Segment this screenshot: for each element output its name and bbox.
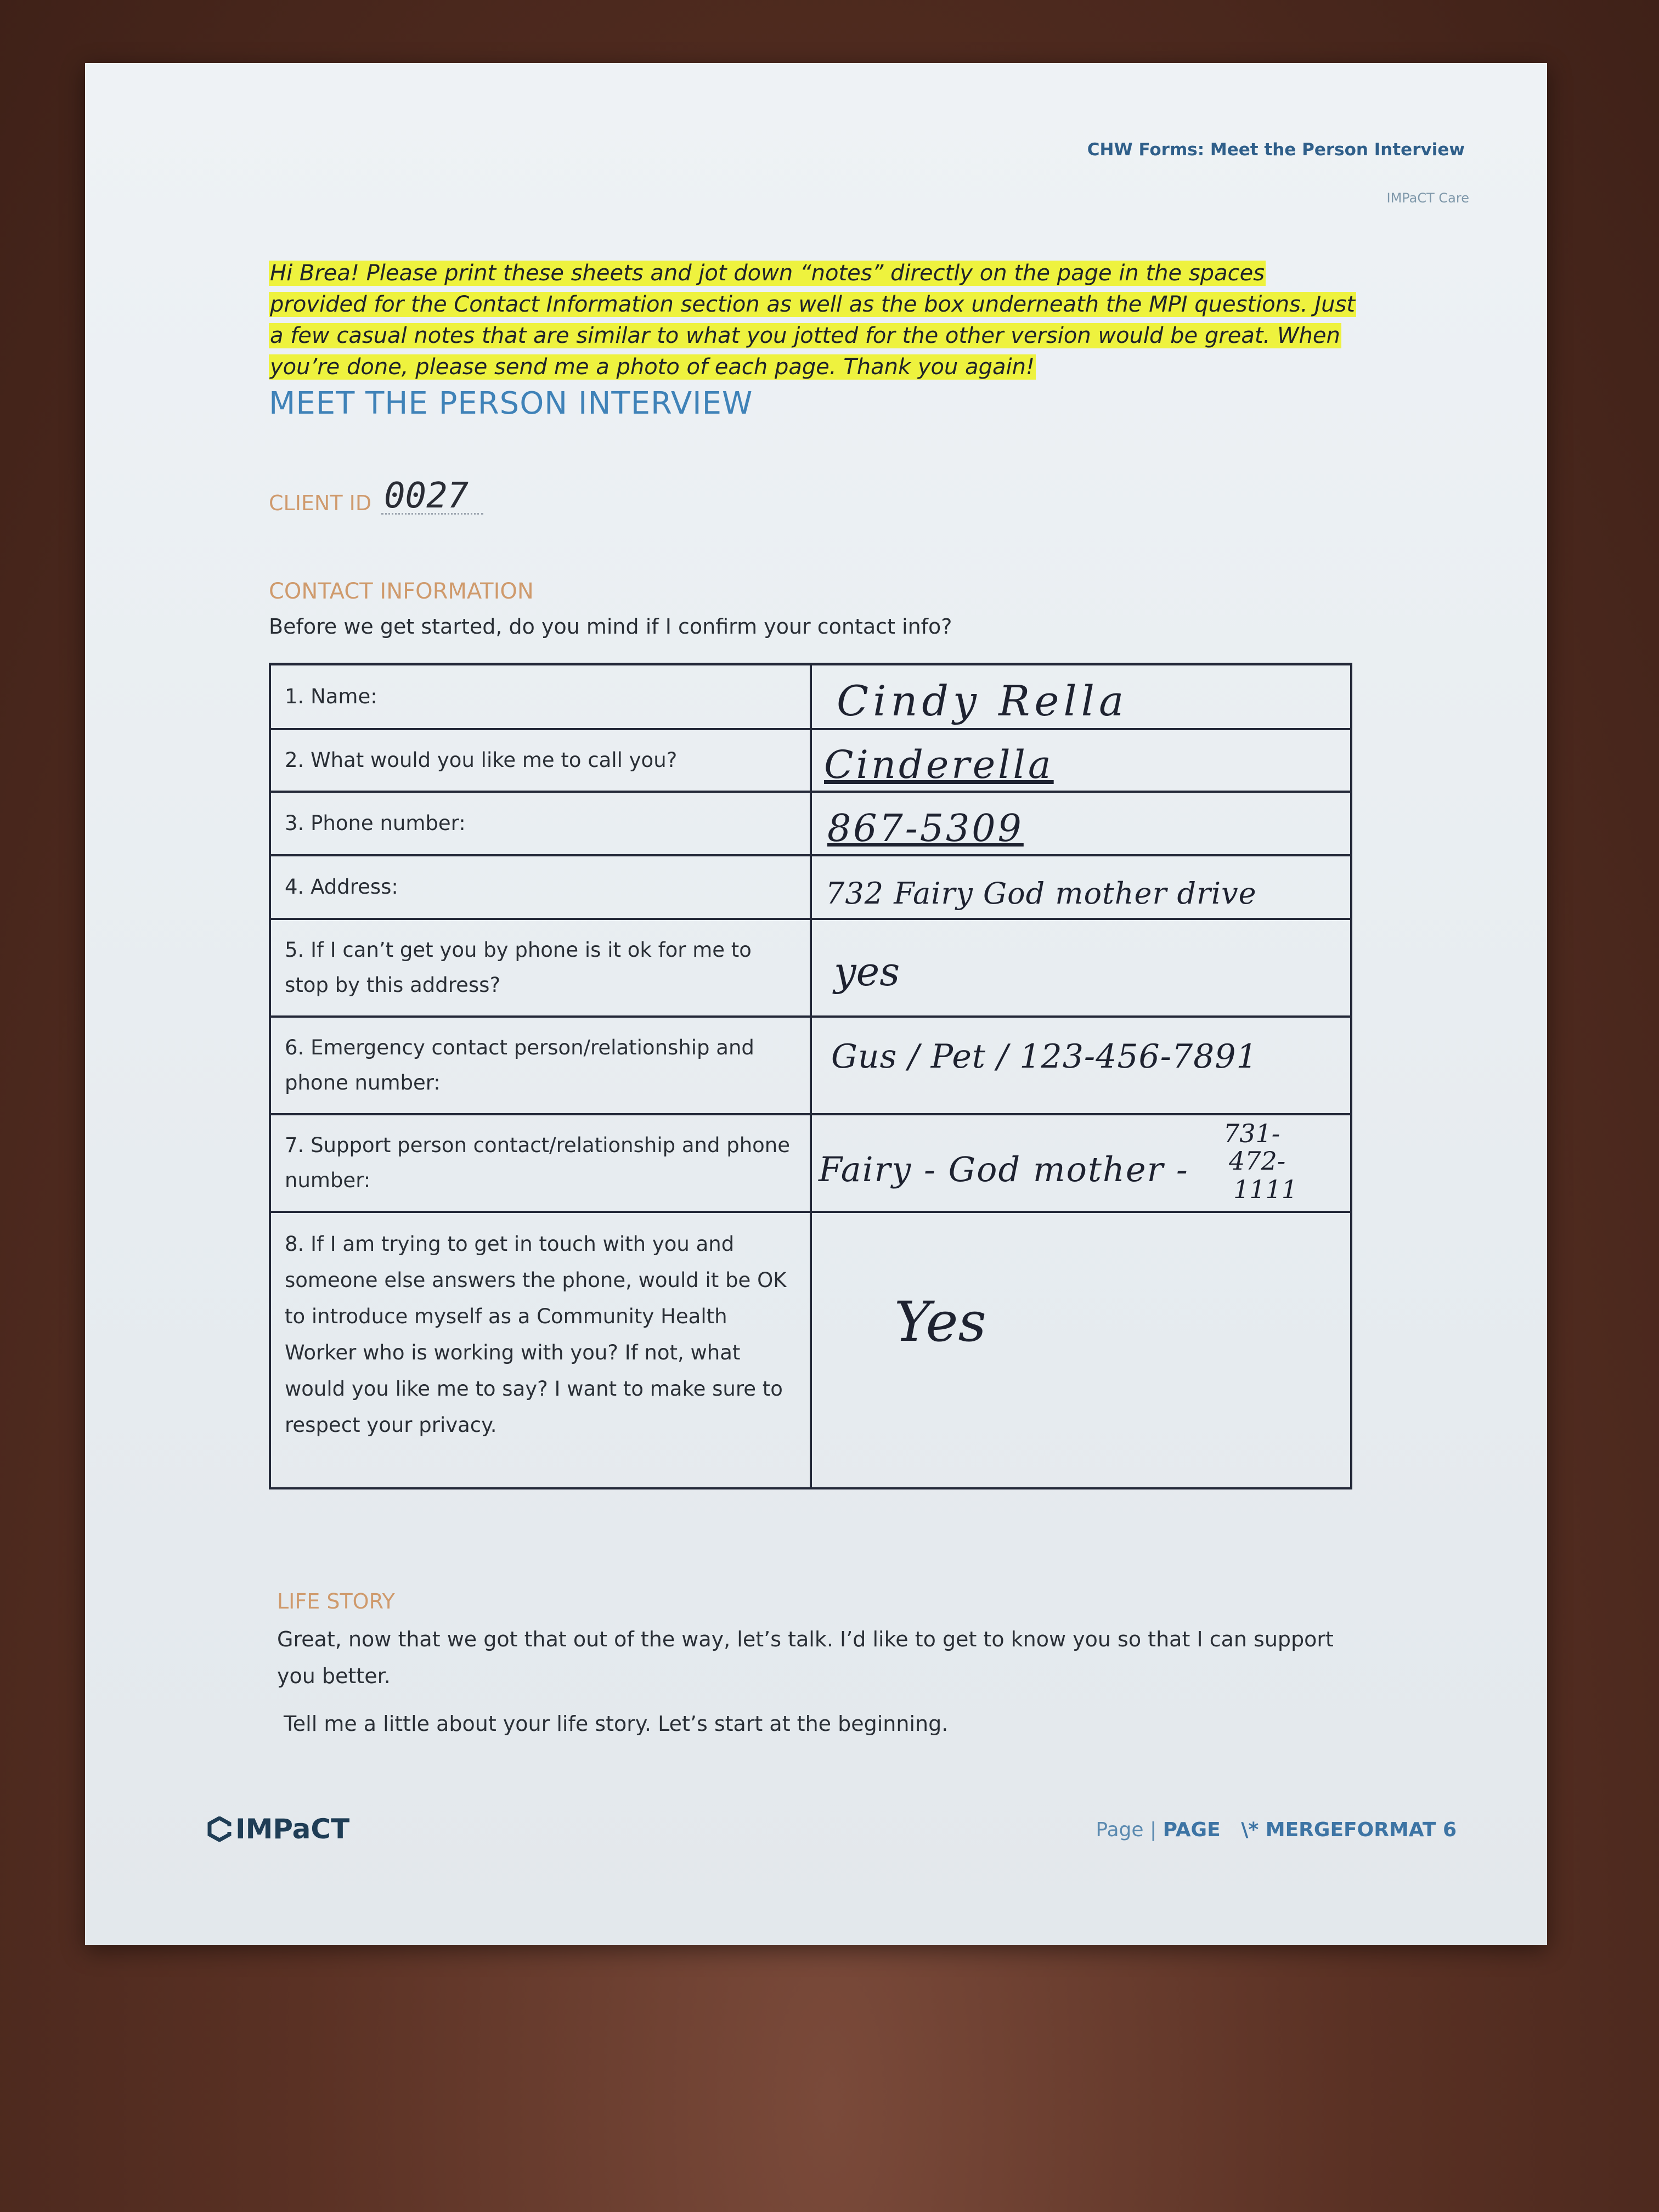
answer-cell[interactable] — [812, 1115, 1352, 1211]
table-row — [269, 856, 1352, 920]
form-header-title: CHW Forms: Meet the Person Interview — [1087, 140, 1465, 160]
note-text: Hi Brea! Please print these sheets and jot down “notes” directly on the page in the spaces provided for the Contact Information section as well as the box underneath the MPI questions. Just a few casual notes that are similar to what you jotted for the other version would be great. When you’re done, please send me a photo of each page. Thank you again! — [270, 261, 1355, 380]
answer-text: Yes — [894, 1290, 986, 1354]
table-row — [269, 730, 1352, 793]
answer-text: Cinderella — [824, 742, 1054, 787]
impact-logo — [207, 1813, 349, 1845]
question-cell: 5. If I can’t get you by phone is it ok for me to stop by this address? — [269, 920, 812, 1015]
question-cell: 3. Phone number: — [269, 793, 812, 854]
answer-text: yes — [834, 949, 900, 995]
answer-cell[interactable] — [812, 1018, 1352, 1113]
question-cell: 2. What would you like me to call you? — [269, 730, 812, 791]
table-row — [269, 1018, 1352, 1115]
page-number — [1096, 1819, 1457, 1841]
table-row — [269, 1115, 1352, 1213]
impact-logo-text: IMPaCT — [235, 1813, 350, 1845]
answer-phone-line-2: 472- — [1229, 1146, 1286, 1176]
client-id-value[interactable]: 0027 — [384, 476, 469, 516]
impact-logo-icon — [207, 1816, 232, 1842]
page-title: MEET THE PERSON INTERVIEW — [269, 386, 753, 421]
answer-phone-line-1: 731- — [1223, 1119, 1280, 1148]
question-cell: 8. If I am trying to get in touch with you and someone else answers the phone, would it be OK to introduce myself as a Community Health Worker who is working with you? If not, what would you like me to say? I want to make sure to respect your privacy. — [269, 1213, 812, 1487]
answer-cell[interactable] — [812, 730, 1352, 791]
answer-text: Cindy Rella — [837, 676, 1128, 725]
life-story-intro: Great, now that we got that out of the way, let’s talk. I’d like to get to know you so that I can support you better. — [277, 1627, 1334, 1688]
answer-text: Gus / Pet / 123-456-7891 — [831, 1037, 1258, 1076]
page-label: Page | — [1096, 1819, 1157, 1841]
client-id-label: CLIENT ID — [269, 491, 372, 515]
life-story-heading: LIFE STORY — [277, 1589, 395, 1613]
contact-intro: Before we get started, do you mind if I confirm your contact info? — [269, 614, 952, 639]
answer-cell[interactable] — [812, 665, 1352, 728]
form-page — [85, 63, 1547, 1945]
answer-cell[interactable] — [812, 793, 1352, 854]
answer-cell[interactable] — [812, 1213, 1352, 1487]
question-cell: 4. Address: — [269, 856, 812, 918]
question-cell: 1. Name: — [269, 665, 812, 728]
table-row — [269, 793, 1352, 856]
highlighted-note — [269, 258, 1355, 383]
table-row — [269, 665, 1352, 730]
answer-cell[interactable] — [812, 920, 1352, 1015]
answer-cell[interactable] — [812, 856, 1352, 918]
org-name: IMPaCT Care — [1386, 190, 1469, 206]
contact-table — [269, 663, 1352, 1489]
answer-text: 867-5309 — [827, 807, 1024, 850]
question-cell: 7. Support person contact/relationship and phone number: — [269, 1115, 812, 1211]
answer-text: 732 Fairy God mother drive — [826, 876, 1257, 911]
table-row — [269, 920, 1352, 1018]
answer-text: Fairy - God mother - — [819, 1149, 1189, 1189]
contact-heading: CONTACT INFORMATION — [269, 579, 534, 604]
life-story-prompt: Tell me a little about your life story. Let’s start at the beginning. — [284, 1712, 949, 1736]
table-row — [269, 1213, 1352, 1489]
answer-phone-line-3: 1111 — [1233, 1175, 1298, 1204]
question-cell: 6. Emergency contact person/relationship and phone number: — [269, 1018, 812, 1113]
page-field: PAGE \* MERGEFORMAT 6 — [1163, 1819, 1457, 1841]
